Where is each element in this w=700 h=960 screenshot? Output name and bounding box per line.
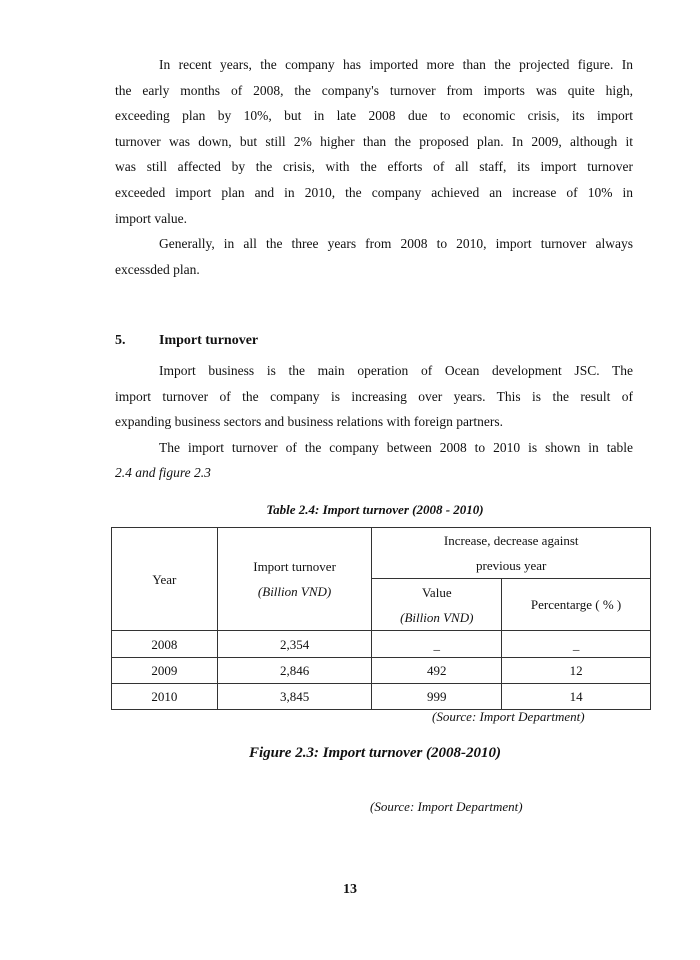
header-percent: Percentarge ( % ) bbox=[502, 579, 651, 631]
text-line: was still affected by the crisis, with the efforts of all staff, its import turnover bbox=[115, 159, 633, 175]
table-source: (Source: Import Department) bbox=[432, 709, 585, 724]
cell-percent: 14 bbox=[502, 684, 651, 710]
cell-year: 2010 bbox=[112, 684, 218, 710]
text-line: import value. bbox=[115, 210, 187, 226]
section-heading bbox=[115, 333, 258, 349]
page-number: 13 bbox=[343, 882, 357, 897]
cell-year: 2009 bbox=[112, 658, 218, 684]
text-line: Import business is the main operation of Ocean development JSC. The bbox=[159, 363, 633, 378]
text-line: the early months of 2008, the company's turnover from imports was quite high, bbox=[115, 82, 633, 98]
section-title: Import turnover bbox=[159, 333, 259, 348]
cell-turnover: 2,846 bbox=[217, 658, 372, 684]
text-line: In recent years, the company has imported more than the projected figure. In bbox=[159, 57, 633, 72]
text-line: expanding business sectors and business relations with foreign partners. bbox=[115, 414, 504, 430]
text-line: turnover was down, but still 2% higher than the proposed plan. In 2009, although it bbox=[115, 133, 633, 149]
paragraph-import-business bbox=[115, 358, 633, 486]
table-row bbox=[112, 658, 651, 684]
section-number: 5. bbox=[115, 333, 126, 348]
cell-value: 492 bbox=[372, 658, 502, 684]
cell-percent: _ bbox=[502, 631, 651, 658]
text-line: exceeding plan by 10%, but in late 2008 due to economic crisis, its import bbox=[115, 108, 633, 124]
cell-turnover: 3,845 bbox=[217, 684, 372, 710]
table-row bbox=[112, 684, 651, 710]
text-line: Generally, in all the three years from 2008 to 2010, import turnover always bbox=[159, 236, 633, 252]
header-turnover: Import turnover (Billion VND) bbox=[217, 528, 372, 631]
header-change: Increase, decrease against previous year bbox=[372, 528, 651, 579]
table-caption: Table 2.4: Import turnover (2008 - 2010) bbox=[266, 502, 484, 517]
cell-year: 2008 bbox=[112, 631, 218, 658]
table-row bbox=[112, 631, 651, 658]
header-year: Year bbox=[112, 528, 218, 631]
text-line: The import turnover of the company between 2008 to 2010 is shown in table bbox=[159, 439, 633, 455]
figure-source: (Source: Import Department) bbox=[370, 799, 523, 814]
figure-caption: Figure 2.3: Import turnover (2008-2010) bbox=[248, 745, 502, 761]
text-line: excessded plan. bbox=[115, 261, 200, 277]
cell-value: _ bbox=[372, 631, 502, 658]
cell-turnover: 2,354 bbox=[217, 631, 372, 658]
import-turnover-table bbox=[111, 527, 651, 710]
header-value: Value (Billion VND) bbox=[372, 579, 502, 631]
cell-percent: 12 bbox=[502, 658, 651, 684]
cell-value: 999 bbox=[372, 684, 502, 710]
paragraph-import-history bbox=[115, 52, 633, 282]
text-line: import turnover of the company is increasing over years. This is the result of bbox=[115, 388, 633, 404]
text-line: exceeded import plan and in 2010, the company achieved an increase of 10% in bbox=[115, 184, 633, 200]
text-line: 2.4 and figure 2.3 bbox=[115, 465, 211, 481]
